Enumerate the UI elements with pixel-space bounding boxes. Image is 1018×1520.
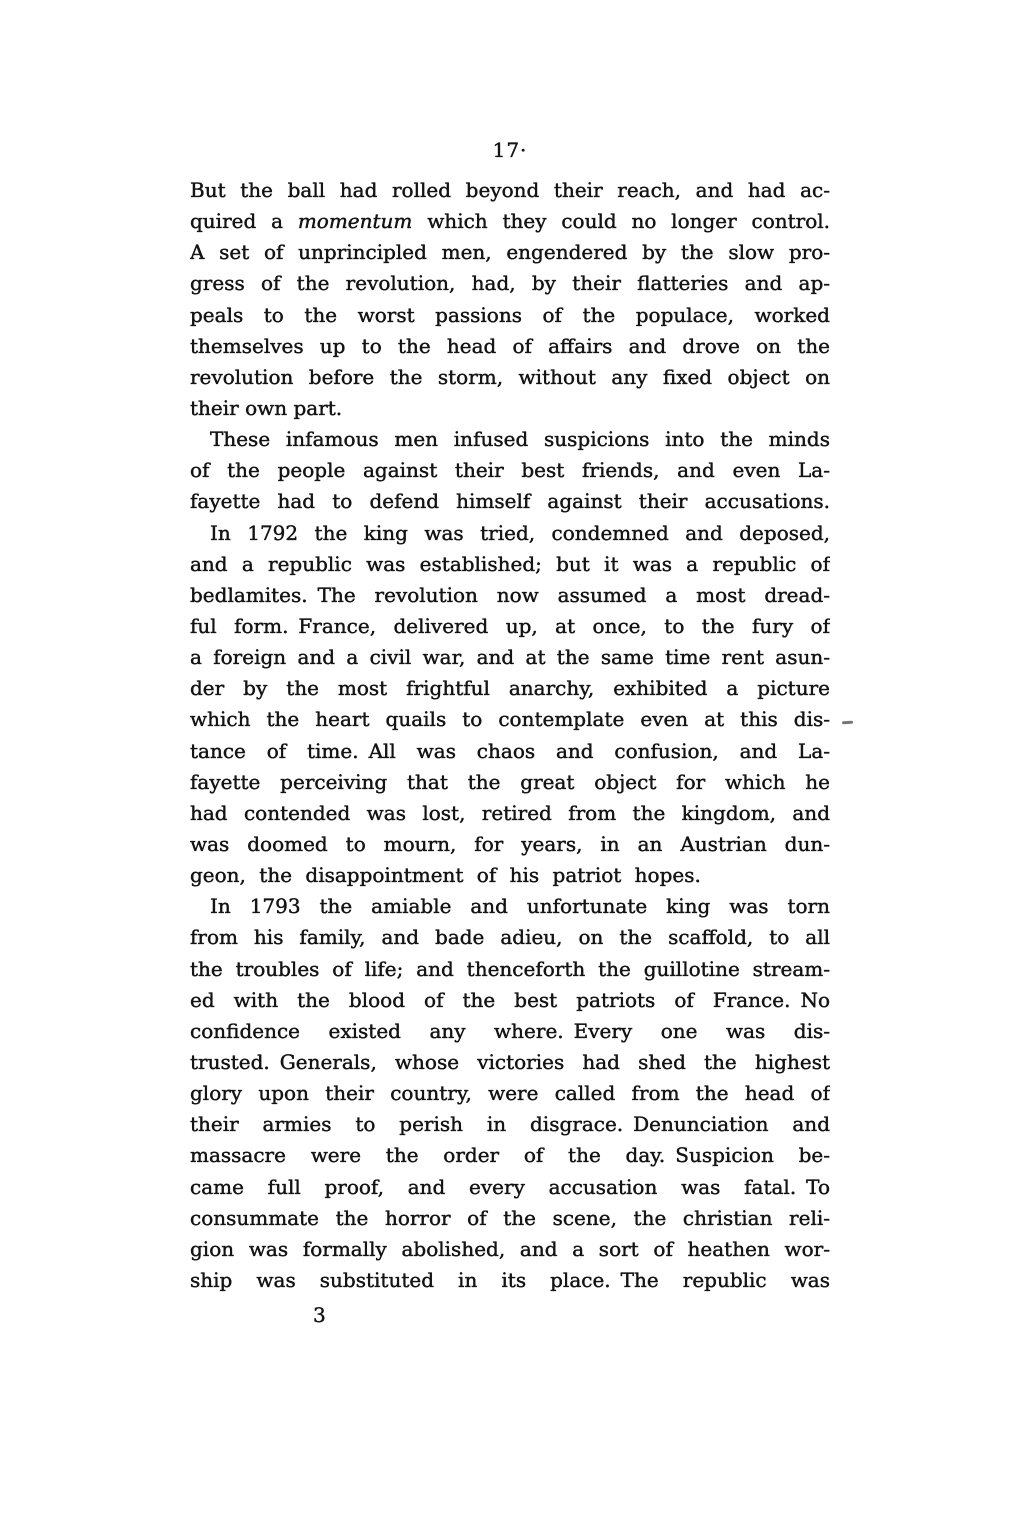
line-text: quired a	[190, 209, 298, 234]
line-text: revolution before the storm, without any fixed object on	[190, 364, 830, 389]
line-text: fayette had to defend himself against their accusations.	[190, 489, 830, 514]
text-line	[190, 1078, 830, 1109]
line-text: bedlamites. The revolution now assumed a most dread-	[190, 582, 830, 607]
line-text: of the people against their best friends, and even La-	[190, 458, 830, 483]
line-text: peals to the worst passions of the populace, worked	[190, 302, 830, 327]
italic-word: momentum	[297, 209, 413, 234]
text-line	[190, 1047, 830, 1078]
text-line	[190, 237, 830, 268]
text-line	[190, 704, 830, 735]
text-line	[190, 611, 830, 642]
text-line	[190, 829, 830, 860]
text-line	[190, 1265, 830, 1296]
text-line	[190, 175, 830, 206]
page-number: 17·	[492, 138, 528, 162]
text-line	[190, 891, 830, 922]
line-text: ed with the blood of the best patriots of France. No	[190, 987, 830, 1012]
text-line	[190, 736, 830, 767]
text-line	[190, 393, 830, 424]
text-line	[190, 518, 830, 549]
line-text: which the heart quails to contemplate even at this dis-	[190, 707, 830, 732]
text-line	[190, 206, 830, 237]
text-line	[190, 580, 830, 611]
text-line	[190, 673, 830, 704]
line-text: tance of time. All was chaos and confusion, and La-	[190, 738, 830, 763]
text-line	[190, 985, 830, 1016]
text-line	[190, 424, 830, 455]
paragraph	[190, 175, 830, 424]
text-line	[190, 331, 830, 362]
line-text: glory upon their country, were called from the head of	[190, 1081, 830, 1106]
paragraph	[190, 891, 830, 1296]
line-text: consummate the horror of the scene, the christian reli-	[190, 1205, 830, 1230]
text-line	[190, 860, 830, 891]
line-text: der by the most frightful anarchy, exhibited a picture	[190, 676, 830, 701]
signature-mark: 3	[313, 1303, 326, 1327]
line-text: But the ball had rolled beyond their reach, and had ac-	[190, 178, 830, 202]
line-text: gress of the revolution, had, by their flatteries and ap-	[190, 271, 830, 296]
text-line	[190, 1234, 830, 1265]
line-text: had contended was lost, retired from the kingdom, and	[190, 800, 830, 825]
paragraph	[190, 424, 830, 517]
line-text: fayette perceiving that the great object for which he	[190, 769, 830, 794]
line-text: themselves up to the head of affairs and drove on the	[190, 333, 830, 358]
line-text: from his family, and bade adieu, on the scaffold, to all	[190, 925, 830, 950]
line-text: the troubles of life; and thenceforth the guillotine stream-	[190, 956, 830, 981]
line-text: ful form. France, delivered up, at once, to the fury of	[190, 613, 830, 638]
text-line	[190, 1172, 830, 1203]
line-text: ship was substituted in its place. The republic was	[190, 1267, 830, 1292]
text-line	[190, 922, 830, 953]
line-text: their armies to perish in disgrace. Denunciation and	[190, 1112, 830, 1137]
line-text: confidence existed any where. Every one was dis-	[190, 1018, 830, 1043]
text-line	[190, 798, 830, 829]
line-text: came full proof, and every accusation was fatal. To	[190, 1174, 830, 1199]
line-text: which they could no longer control.	[412, 209, 830, 234]
text-line	[190, 767, 830, 798]
margin-ink-mark	[842, 721, 853, 724]
line-text: their own part.	[190, 395, 343, 420]
text-line	[190, 268, 830, 299]
line-text: In 1792 the king was tried, condemned and deposed,	[210, 520, 830, 545]
line-text: trusted. Generals, whose victories had shed the highest	[190, 1049, 830, 1074]
paragraph	[190, 518, 830, 892]
line-text: a foreign and a civil war, and at the same time rent asun-	[190, 645, 830, 670]
text-line	[190, 1109, 830, 1140]
line-text: A set of unprincipled men, engendered by the slow pro-	[190, 240, 830, 265]
text-line	[190, 1203, 830, 1234]
text-line	[190, 486, 830, 517]
line-text: In 1793 the amiable and unfortunate king was torn	[210, 894, 830, 919]
text-line	[190, 1016, 830, 1047]
line-text: and a republic was established; but it was a republic of	[190, 551, 830, 576]
text-line	[190, 300, 830, 331]
text-line	[190, 455, 830, 486]
text-line	[190, 1140, 830, 1171]
line-text: massacre were the order of the day. Suspicion be-	[190, 1143, 830, 1168]
line-text: These infamous men infused suspicions into the minds	[210, 427, 830, 452]
text-line	[190, 549, 830, 580]
line-text: was doomed to mourn, for years, in an Austrian dun-	[190, 831, 830, 856]
line-text: gion was formally abolished, and a sort of heathen wor-	[190, 1236, 830, 1261]
line-text: geon, the disappointment of his patriot hopes.	[190, 863, 701, 888]
text-line	[190, 954, 830, 985]
text-line	[190, 642, 830, 673]
text-block	[190, 175, 830, 1296]
text-line	[190, 362, 830, 393]
